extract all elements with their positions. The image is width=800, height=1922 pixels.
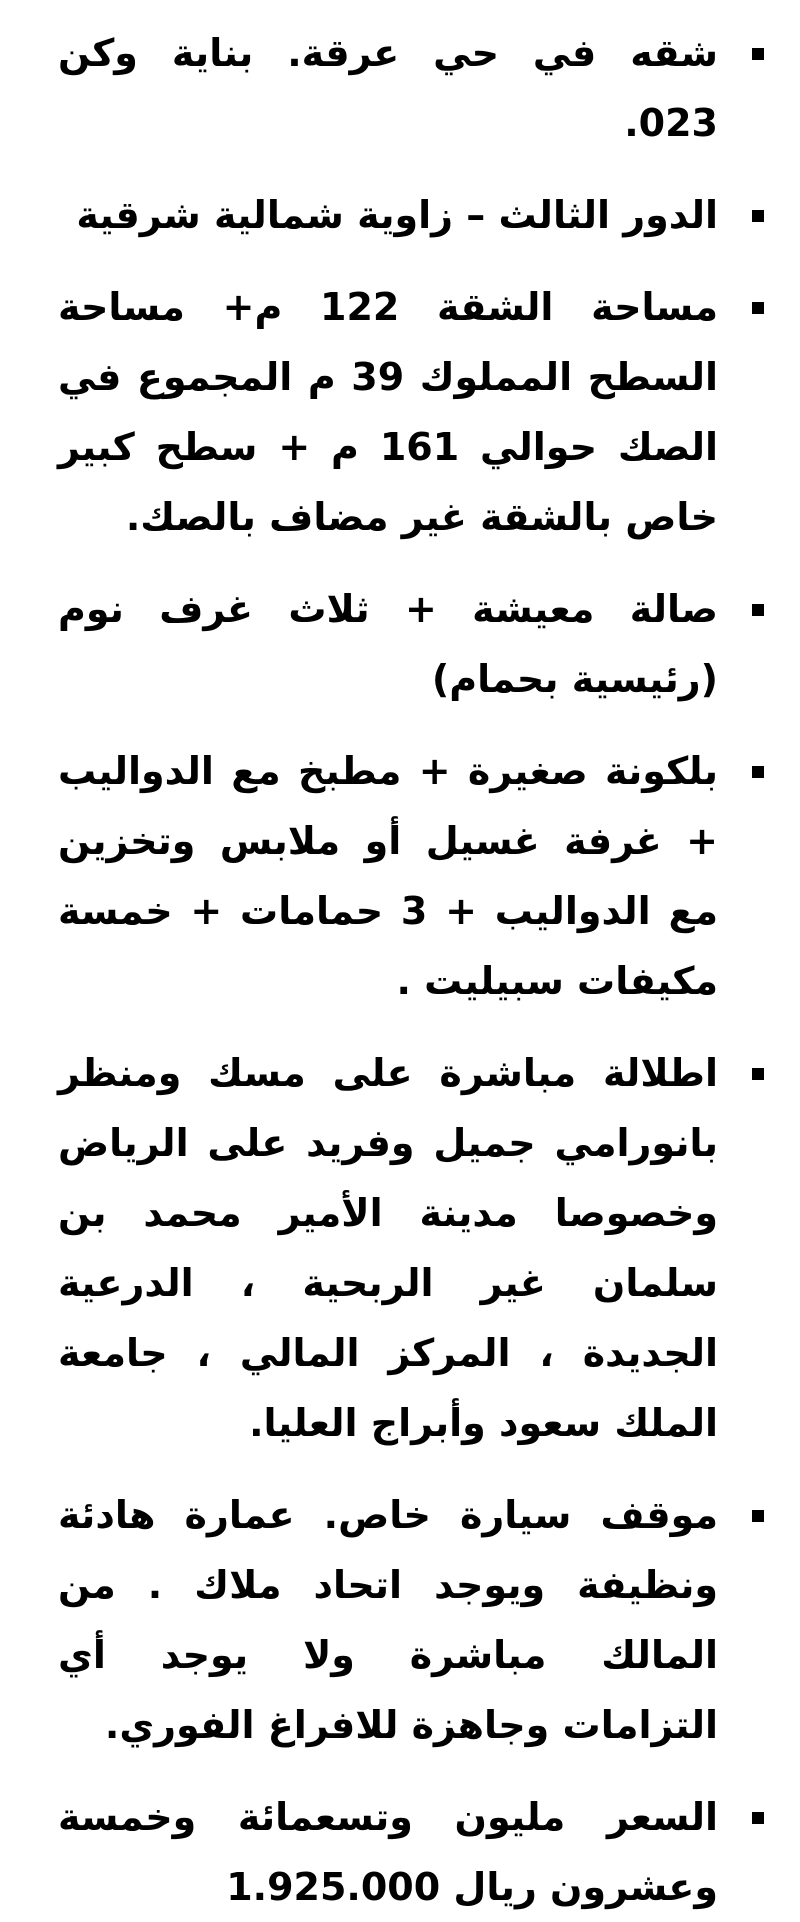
bullet-view <box>58 1038 738 1458</box>
bullet-floor <box>58 180 738 250</box>
bullet-text-area: مساحة الشقة 122 م+ مساحة السطح المملوك 39 م المجموع في الصك حوالي 161 م + سطح كبير خاص بالشقة غير مضاف بالصك. <box>58 285 719 539</box>
bullet-parking <box>58 1480 738 1760</box>
bullet-text-parking: موقف سيارة خاص. عمارة هادئة ونظيفة ويوجد اتحاد ملاك . من المالك مباشرة ولا يوجد أي التزامات وجاهزة للافراغ الفوري. <box>58 1493 718 1747</box>
listing-bullet-list <box>58 18 738 1922</box>
bullet-text-price: السعر مليون وتسعمائة وخمسة وعشرون ريال 1.925.000 <box>58 1795 718 1909</box>
bullet-text-facilities: بلكونة صغيرة + مطبخ مع الدواليب + غرفة غسيل أو ملابس وتخزين مع الدواليب + 3 حمامات + خمسة مكيفات سبيليت . <box>58 749 718 1003</box>
bullet-text-rooms: صالة معيشة + ثلاث غرف نوم (رئيسية بحمام) <box>58 587 718 701</box>
bullet-text-view: اطلالة مباشرة على مسك ومنظر بانورامي جميل وفريد على الرياض وخصوصا مدينة الأمير محمد بن سلمان غير الربحية ، الدرعية الجديدة ، المركز المالي ، جامعة الملك سعود وأبراج العليا. <box>58 1051 718 1445</box>
bullet-text-floor: الدور الثالث – زاوية شمالية شرقية <box>76 193 718 237</box>
bullet-facilities <box>58 736 738 1016</box>
bullet-location <box>58 18 738 158</box>
bullet-rooms <box>58 574 738 714</box>
bullet-price <box>58 1782 738 1922</box>
bullet-text-location: شقه في حي عرقة. بناية وكن 023. <box>58 31 718 145</box>
bullet-area <box>58 272 738 552</box>
